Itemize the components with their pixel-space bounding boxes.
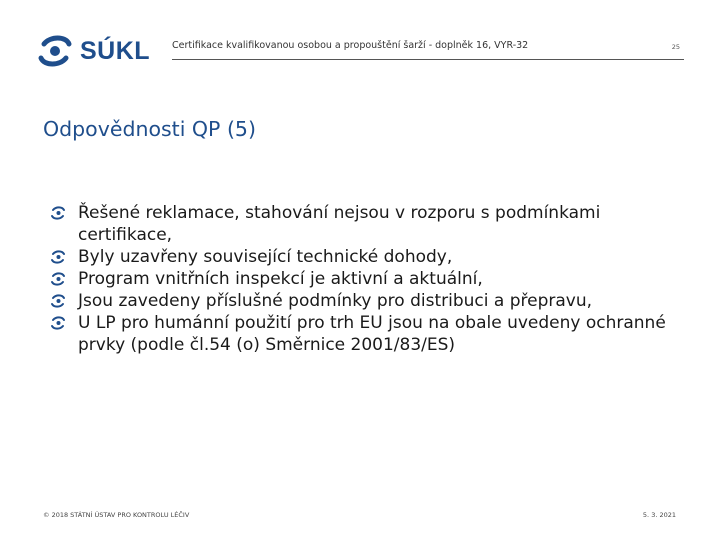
s-bullet-icon	[50, 206, 66, 220]
header-divider	[172, 59, 684, 60]
bullet-item	[50, 312, 690, 356]
bullet-item	[50, 290, 690, 312]
logo-text: SÚKL	[80, 36, 151, 65]
bullet-text: Program vnitřních inspekcí je aktivní a aktuální,	[78, 269, 483, 289]
bullet-text: U LP pro humánní použití pro trh EU jsou na obale uvedeny ochranné prvky (podle čl.54 (o) Směrnice 2001/83/ES)	[78, 313, 666, 355]
s-bullet-icon	[50, 316, 66, 330]
bullet-item	[50, 202, 690, 246]
bullet-text: Byly uzavřeny související technické dohody,	[78, 247, 453, 267]
s-bullet-icon	[50, 272, 66, 286]
bullet-item	[50, 246, 690, 268]
s-bullet-icon	[50, 294, 66, 308]
footer-date: 5. 3. 2021	[642, 511, 676, 519]
bullet-item	[50, 268, 690, 290]
slide-title: Odpovědnosti QP (5)	[43, 117, 256, 141]
bullet-text: Jsou zavedeny příslušné podmínky pro distribuci a přepravu,	[78, 291, 593, 311]
bullet-text: Řešené reklamace, stahování nejsou v rozporu s podmínkami certifikace,	[78, 203, 601, 245]
page-number: 25	[671, 43, 680, 51]
s-bullet-icon	[50, 250, 66, 264]
header-title: Certifikace kvalifikovanou osobou a propouštění šarží - doplněk 16, VYR-32	[172, 40, 529, 51]
bullet-list	[50, 202, 690, 356]
sukl-logo-icon	[36, 34, 74, 68]
footer-copyright: © 2018 STÁTNÍ ÚSTAV PRO KONTROLU LÉČIV	[43, 511, 190, 519]
sukl-logo	[36, 34, 150, 68]
